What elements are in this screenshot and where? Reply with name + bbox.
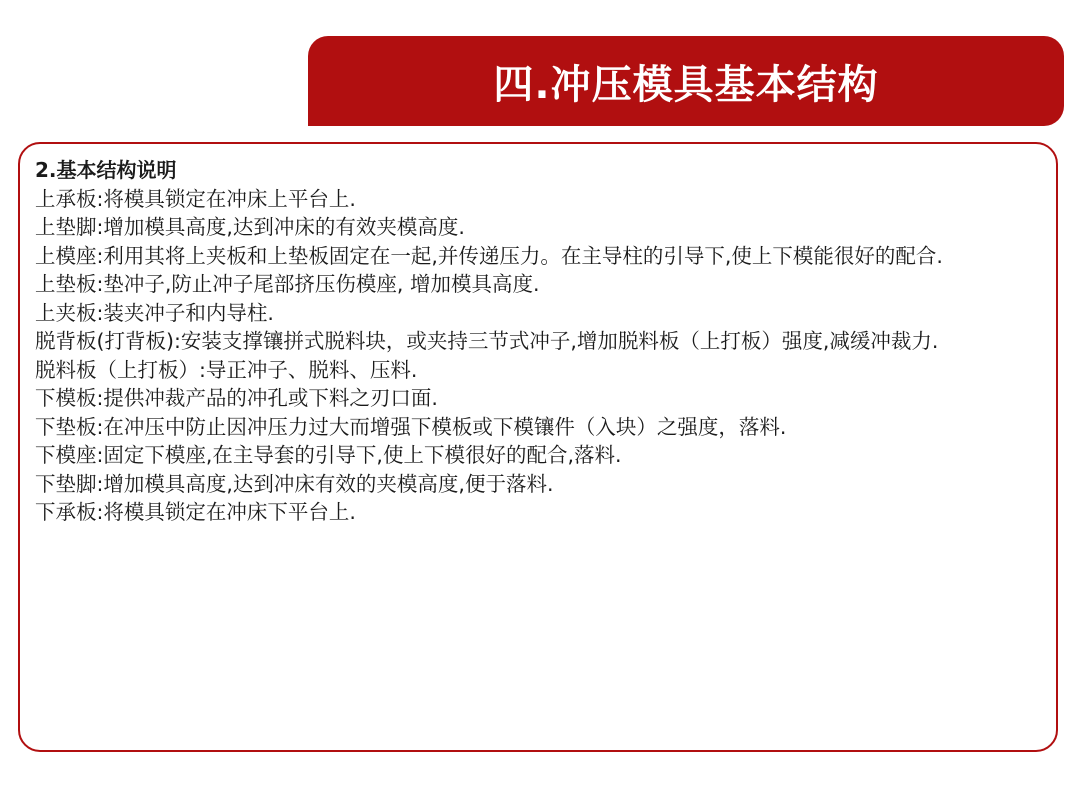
description-line: 下模座:固定下模座,在主导套的引导下,使上下模很好的配合,落料.: [35, 443, 622, 467]
section-heading: 2.基本结构说明: [35, 158, 177, 182]
description-line: 上夹板:装夹冲子和内导柱.: [35, 300, 274, 325]
title-banner: [308, 36, 1064, 126]
content-box: [18, 142, 1058, 752]
content-text: [35, 156, 1040, 527]
description-line: 上垫脚:增加模具高度,达到冲床的有效夹模高度.: [35, 215, 465, 239]
page-title: 四.冲压模具基本结构: [493, 61, 879, 108]
description-line: 上承板:将模具锁定在冲床上平台上.: [35, 186, 356, 211]
description-line: 下模板:提供冲裁产品的冲孔或下料之刃口面.: [35, 386, 438, 410]
description-line: 下承板:将模具锁定在冲床下平台上.: [35, 500, 356, 524]
description-line: 下垫脚:增加模具高度,达到冲床有效的夹模高度,便于落料.: [35, 471, 554, 496]
description-line: 脱背板(打背板):安装支撑镶拼式脱料块，或夹持三节式冲子,增加脱料板（上打板）强度,减缓冲裁力.: [35, 329, 939, 353]
description-line: 下垫板:在冲压中防止因冲压力过大而增强下模板或下模镶件（入块）之强度，落料.: [35, 414, 787, 439]
description-line: 上垫板:垫冲子,防止冲子尾部挤压伤模座, 增加模具高度.: [35, 272, 540, 296]
description-line: 脱料板（上打板）:导正冲子、脱料、压料.: [35, 357, 418, 382]
description-line: 上模座:利用其将上夹板和上垫板固定在一起,并传递压力。在主导柱的引导下,使上下模能很好的配合.: [35, 243, 943, 268]
